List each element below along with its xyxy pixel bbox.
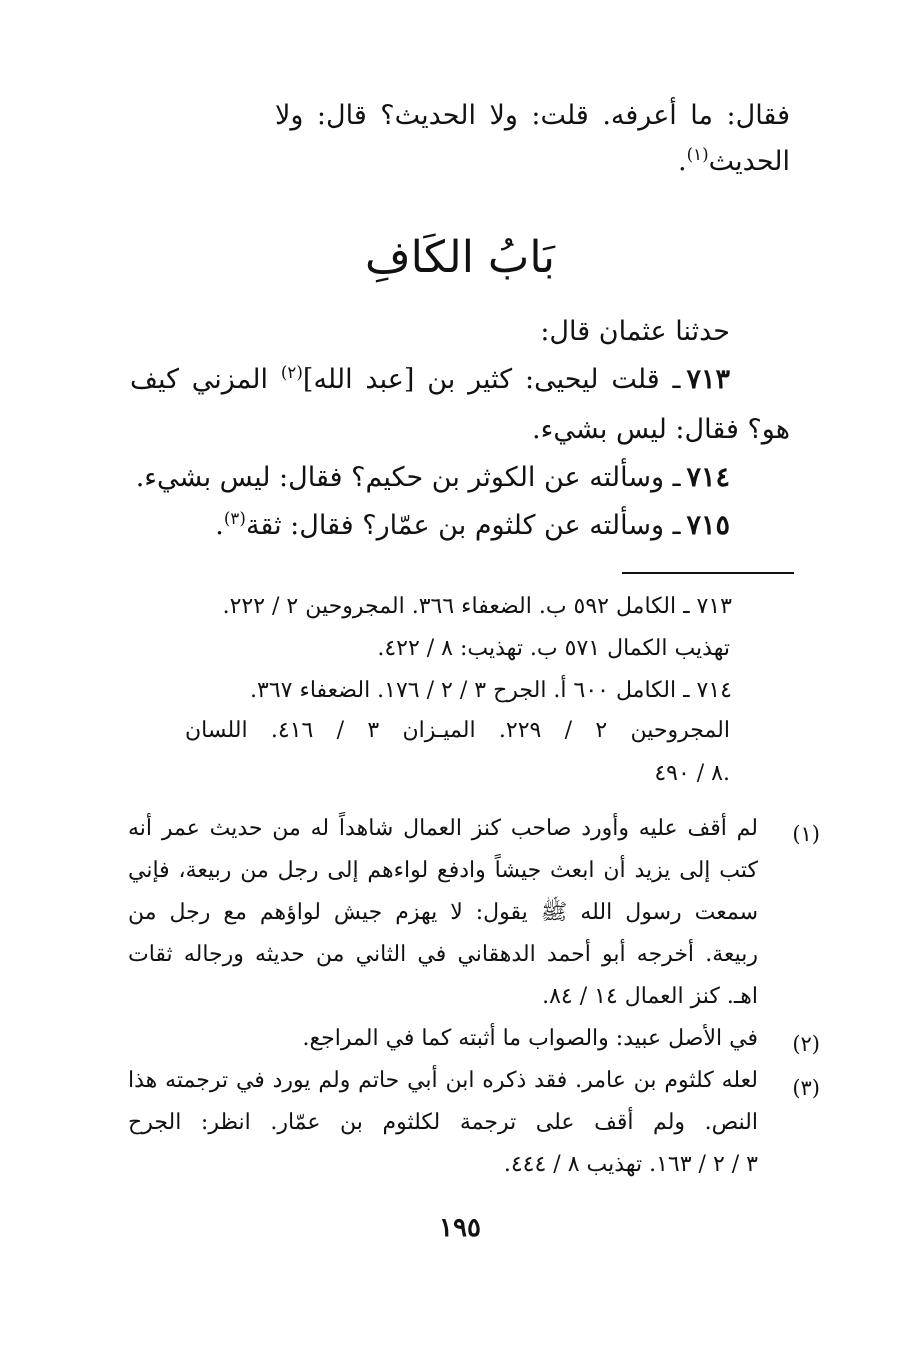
footnote-3-line-2 — [128, 1112, 758, 1134]
footnote-ref-1: (١) — [686, 144, 709, 164]
footnote-1-text-3: سمعت رسول الله ﷺ يقول: لا يهزم جيش لواؤهم مع رجل من — [128, 900, 758, 925]
footnote-2-mark — [792, 1032, 820, 1056]
footnote-1-mark — [792, 822, 820, 846]
footnote-1-text-2: كتب إلى يزيد أن ابعث جيشاً وادفع لواءهم إلى رجل من ربيعة، فإني — [128, 858, 758, 883]
footnote-3-text-3: ٣ / ٢ / ١٦٣. تهذيب ٨ / ٤٤٤. — [503, 1152, 758, 1177]
top-text-line-2-text: الحديث — [708, 146, 790, 177]
ref-713-text-1: ٧١٣ ـ الكامل ٥٩٢ ب. الضعفاء ٣٦٦. المجروحين ٢ / ٢٢٢. — [222, 594, 732, 619]
footnote-3-line-1 — [128, 1070, 758, 1092]
footnote-1-text-4: ربيعة. أخرجه أبو أحمد الدهقاني في الثاني من حديثه ورجاله ثقات — [128, 942, 758, 967]
footnote-3-mark — [792, 1076, 820, 1100]
ref-713-line-1 — [223, 596, 732, 618]
top-text-line-2-end: . — [677, 146, 687, 177]
intro-text: حدثنا عثمان قال: — [540, 316, 730, 347]
chapter-title-text: بَابُ الكَافِ — [364, 232, 555, 283]
footnote-2-text-1: في الأصل عبيد: والصواب ما أثبته كما في المراجع. — [302, 1026, 758, 1051]
entry-713-text-end: المزني كيف — [130, 364, 269, 395]
ref-714-text-2: المجروحين ٢ / ٢٢٩. الميـزان ٣ / ٤١٦. اللسان — [185, 718, 730, 743]
ref-714-text-3: ٨ / ٤٩٠. — [654, 761, 730, 786]
footnote-2-line-1 — [302, 1028, 758, 1050]
footnote-3-line-3 — [504, 1154, 758, 1176]
footnote-3-text-2: النص. ولم أقف على ترجمة لكلثوم بن عمّار. انظر: الجرح — [128, 1110, 758, 1135]
top-text-line-1 — [275, 102, 790, 129]
separator-rule — [622, 572, 794, 574]
chapter-title — [330, 232, 590, 283]
ref-714-line-2 — [185, 720, 730, 742]
ref-713-text-2: تهذيب الكمال ٥٧١ ب. تهذيب: ٨ / ٤٢٢. — [377, 636, 730, 661]
entry-714-text: ـ وسألته عن الكوثر بن حكيم؟ فقال: ليس بشيء. — [135, 462, 681, 493]
entry-714 — [136, 464, 730, 491]
entry-715-number: ٧١٥ — [686, 510, 730, 541]
footnote-2-mark-text: (٢) — [792, 1032, 820, 1056]
footnote-1-text-5: اهـ. كنز العمال ١٤ / ٨٤. — [542, 984, 758, 1009]
footnote-1-line-4 — [128, 944, 758, 966]
footnote-1-line-3 — [128, 902, 758, 924]
entry-713-text: ـ قلت ليحيى: كثير بن [عبد الله] — [302, 364, 681, 395]
entry-713-line-1 — [130, 362, 730, 395]
ref-713-line-2 — [377, 638, 730, 660]
page-number-text: ١٩٥ — [439, 1213, 481, 1243]
footnote-3-mark-text: (٣) — [792, 1076, 820, 1100]
footnote-ref-3: (٣) — [223, 508, 246, 528]
footnote-1-mark-text: (١) — [792, 822, 820, 846]
entry-713-line-2 — [532, 416, 790, 443]
ref-714-line-3 — [654, 763, 730, 785]
top-text-line-2 — [677, 144, 790, 177]
entry-715 — [215, 508, 730, 541]
ref-714-line-1 — [250, 680, 732, 702]
footnote-1-line-2 — [128, 860, 758, 882]
footnote-1-line-5 — [542, 986, 758, 1008]
entry-713-text-2: هو؟ فقال: ليس بشيء. — [532, 414, 790, 445]
entry-714-number: ٧١٤ — [686, 462, 730, 493]
footnote-3-text-1: لعله كلثوم بن عامر. فقد ذكره ابن أبي حاتم ولم يورد في ترجمته هذا — [128, 1068, 758, 1093]
entry-715-end: . — [215, 510, 224, 541]
footnote-ref-2: (٢) — [280, 362, 303, 382]
entry-713-number: ٧١٣ — [686, 364, 730, 395]
entry-715-text: ـ وسألته عن كلثوم بن عمّار؟ فقال: ثقة — [245, 510, 681, 541]
intro-line — [540, 318, 730, 345]
top-text-line-1-text: فقال: ما أعرفه. قلت: ولا الحديث؟ قال: ولا — [275, 100, 790, 131]
footnote-1-text-1: لم أقف عليه وأورد صاحب كنز العمال شاهداً له من حديث عمر أنه — [128, 816, 758, 841]
ref-714-text-1: ٧١٤ ـ الكامل ٦٠٠ أ. الجرح ٣ / ٢ / ١٧٦. الضعفاء ٣٦٧. — [250, 678, 732, 703]
footnote-1-line-1 — [128, 818, 758, 840]
page-number — [0, 1213, 920, 1243]
